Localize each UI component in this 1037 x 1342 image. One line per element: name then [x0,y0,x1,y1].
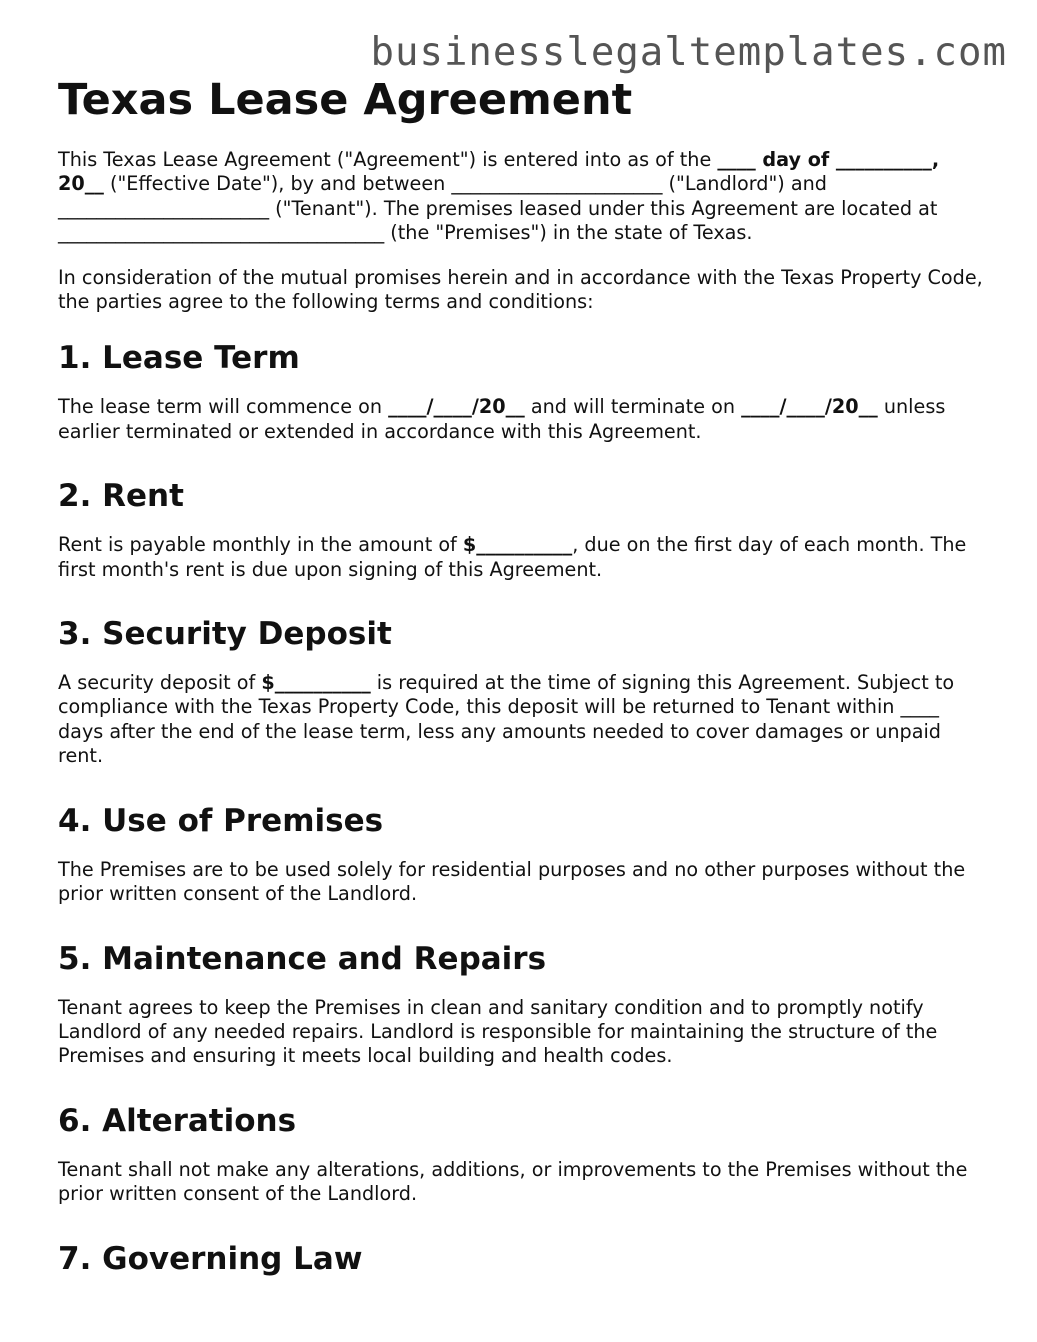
lease-term-text-3: unless earlier terminated or extended in accordance with this Agreement. [58,395,946,443]
intro-text-2: ("Effective Date"), by and between ______________________ ("Landlord") and ______________________ ("Tenant"). The premises leased under this Agreement are located at __________________________________ (the "Premises") in the state of Texas. [58,172,938,245]
alterations-paragraph: Tenant shall not make any alterations, additions, or improvements to the Premises without the prior written consent of the Landlord. [58,1157,968,1206]
rent-paragraph [58,533,988,582]
section-heading-governing-law: 7. Governing Law [58,1240,363,1277]
rent-text-2: , due on the first day of each month. The first month's rent is due upon signing of this Agreement. [58,533,967,581]
section-heading-alterations: 6. Alterations [58,1102,297,1139]
use-of-premises-paragraph: The Premises are to be used solely for residential purposes and no other purposes without the prior written consent of the Landlord. [58,857,966,906]
document-body [58,74,988,1279]
rent-text-1: Rent is payable monthly in the amount of [58,533,463,557]
maintenance-paragraph: Tenant agrees to keep the Premises in clean and sanitary condition and to promptly notify Landlord of any needed repairs. Landlord is responsible for maintaining the structure of the Premises and ensuring it meets local building and health codes. [58,995,938,1068]
lease-term-paragraph [58,395,988,444]
security-deposit-paragraph [58,671,988,769]
effective-date-blank: ____ day of __________, 20__ [58,148,940,196]
lease-term-text-2: and will terminate on [524,395,742,419]
section-heading-use-of-premises: 4. Use of Premises [58,802,384,839]
lease-term-text-1: The lease term will commence on [58,395,389,419]
site-watermark: businesslegaltemplates.com [370,30,1007,75]
start-date-blank: ____/____/20__ [388,395,525,419]
document-title: Texas Lease Agreement [58,75,633,125]
rent-amount-blank: $__________ [462,533,573,557]
deposit-text-1: A security deposit of [58,671,262,695]
deposit-text-2: is required at the time of signing this Agreement. Subject to compliance with the Texas Property Code, this deposit will be returned to Tenant within ____ days after the end of the lease term, less any amounts needed to cover damages or unpaid rent. [58,671,955,768]
deposit-amount-blank: $__________ [261,671,371,695]
section-heading-maintenance: 5. Maintenance and Repairs [58,940,547,977]
section-heading-lease-term: 1. Lease Term [58,340,300,377]
intro-paragraph [58,148,988,246]
end-date-blank: ____/____/20__ [741,395,878,419]
intro-text-1: This Texas Lease Agreement ("Agreement") is entered into as of the [58,148,718,171]
section-heading-security-deposit: 3. Security Deposit [58,616,392,653]
section-heading-rent: 2. Rent [58,478,184,515]
consideration-paragraph: In consideration of the mutual promises herein and in accordance with the Texas Property Code, the parties agree to the following terms and conditions: [58,265,983,314]
